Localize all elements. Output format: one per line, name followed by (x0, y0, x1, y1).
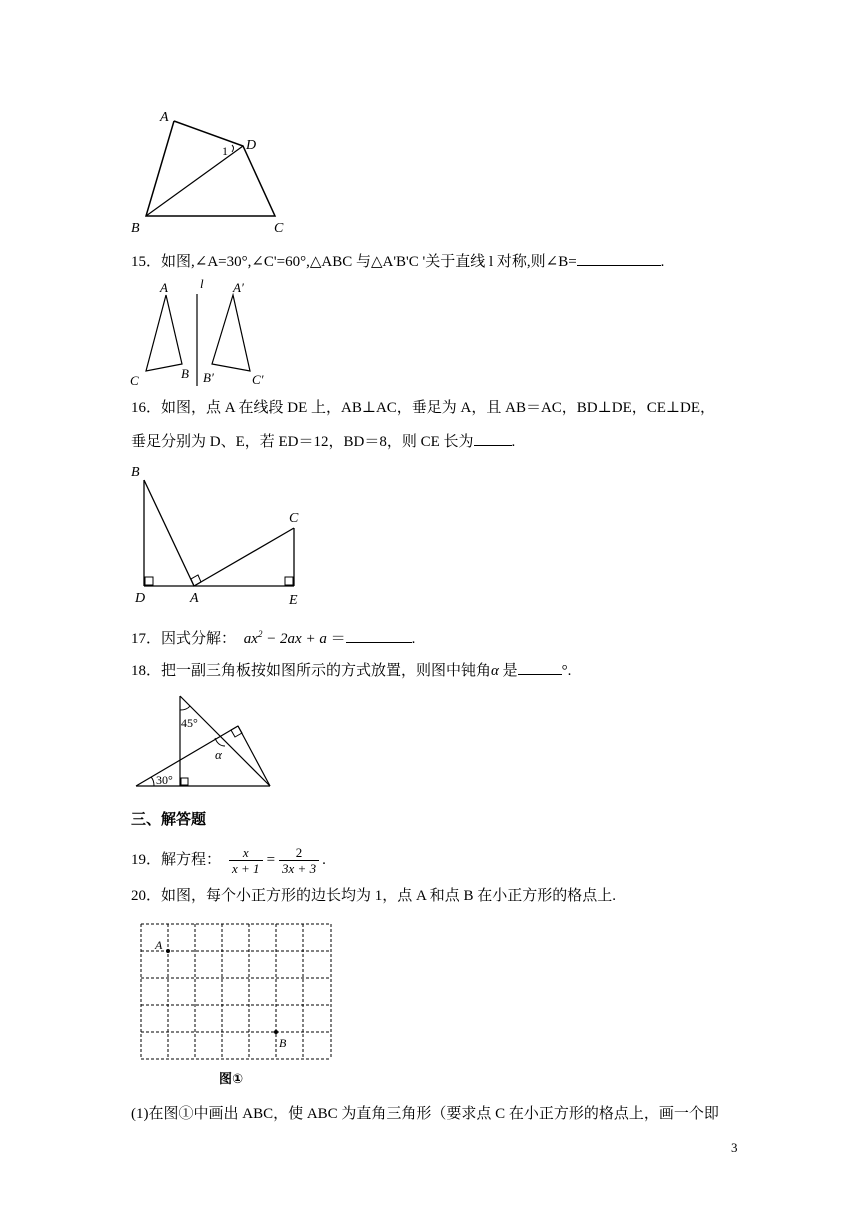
q15-answer-blank[interactable] (577, 251, 661, 266)
label-alpha: α (215, 747, 222, 762)
figure-18-triangle-rulers (128, 692, 278, 792)
section-3-heading: 三、解答题 (131, 811, 207, 828)
label-C: C (289, 511, 299, 526)
label-E: E (289, 593, 298, 608)
q18-answer-blank[interactable] (518, 660, 562, 675)
label-B: B (131, 221, 140, 236)
q17-expression: $ax^2 - 2ax + a$ (243, 629, 327, 647)
question-20-part-1: (1)在图①中画出 ABC，使 ABC 为直角三角形（要求点 C 在小正方形的格点上，画一个即 (131, 1106, 719, 1122)
point-A (166, 949, 170, 953)
question-20: 20．如图，每个小正方形的边长均为 1，点 A 和点 B 在小正方形的格点上. (131, 888, 617, 904)
label-D: D (135, 591, 146, 606)
figure-16-right-triangles (128, 462, 308, 608)
point-B (274, 1030, 278, 1034)
label-A: A (155, 938, 163, 952)
question-16-line-1: 16．如图，点 A 在线段 DE 上，AB⊥AC，垂足为 A，且 AB＝AC，BD⊥DE，CE⊥DE， (131, 400, 715, 416)
label-l: l (200, 276, 204, 291)
q17-answer-blank[interactable] (346, 628, 412, 643)
question-16-line-2: 垂足分别为 D、E，若 ED＝12，BD＝8，则 CE 长为 . (131, 431, 515, 452)
label-A: A (160, 280, 168, 295)
figure-15-symmetric-triangles (128, 276, 278, 390)
label-45-degrees: 45° (181, 716, 198, 730)
figure-14-quadrilateral (128, 104, 298, 236)
label-C: C (130, 373, 139, 388)
q16-answer-blank[interactable] (474, 431, 512, 446)
label-angle-1: 1 (222, 144, 228, 158)
label-A-prime: A′ (233, 280, 244, 295)
question-18: 18．把一副三角板按如图所示的方式放置，则图中钝角α 是 °. (131, 660, 571, 681)
label-B: B (181, 366, 189, 381)
label-30-degrees: 30° (156, 773, 173, 787)
figure-20-grid (138, 920, 338, 1066)
label-C: C (274, 221, 284, 236)
figure-20-caption: 图① (219, 1071, 244, 1086)
label-C-prime: C′ (252, 372, 264, 387)
label-D: D (246, 138, 257, 153)
page-number: 3 (731, 1140, 738, 1155)
q19-fraction-left: $\frac{x}{x + 1}$ (229, 845, 263, 876)
question-19: 19．解方程： $\frac{x}{x + 1}$ = $\frac{2}{3x + 3}$ . (131, 844, 326, 876)
label-A: A (160, 110, 169, 125)
q15-text: 15．如图,∠A=30°,∠C'=60°,△ABC 与△A'B'C '关于直线 l 对称,则∠B= (131, 254, 577, 270)
label-B: B (279, 1036, 287, 1050)
question-15: 15．如图,∠A=30°,∠C'=60°,△ABC 与△A'B'C '关于直线 l 对称,则∠B= . (131, 251, 664, 272)
label-A: A (190, 591, 199, 606)
label-B-prime: B′ (203, 370, 214, 385)
question-17: 17．因式分解： $ax^2 - 2ax + a$ ＝ . (131, 629, 416, 647)
q19-fraction-right: $\frac{2}{3x + 3}$ (279, 845, 319, 876)
label-B: B (131, 465, 140, 480)
